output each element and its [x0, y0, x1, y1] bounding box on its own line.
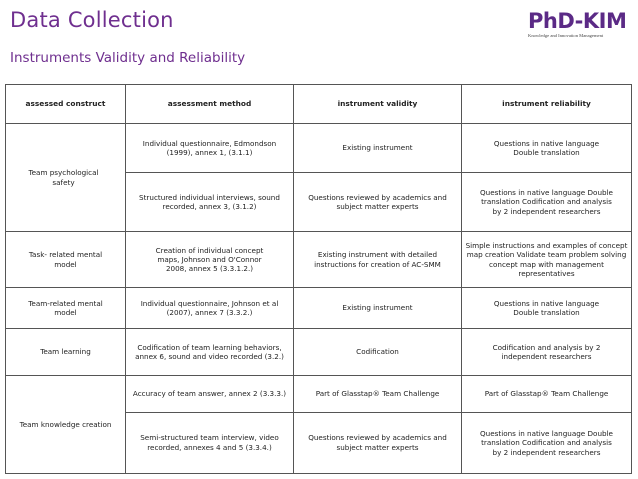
construct-cell: Team knowledge creation: [6, 376, 126, 474]
table-row: [6, 329, 632, 376]
reliability-cell: Questions in native language Double translation: [462, 124, 632, 173]
slide-subtitle: Instruments Validity and Reliability: [10, 50, 246, 66]
header-assessment-method: assessment method: [126, 85, 294, 124]
table-row: [6, 288, 632, 329]
construct-cell: Team learning: [6, 329, 126, 376]
construct-cell: Task- related mental model: [6, 232, 126, 288]
slide-title: Data Collection: [10, 8, 174, 32]
reliability-cell: Questions in native language Double translation Codification and analysis by 2 independent researchers: [462, 412, 632, 473]
table-row: [6, 232, 632, 288]
reliability-cell: Part of Glasstap® Team Challenge: [462, 376, 632, 413]
validity-cell: Part of Glasstap® Team Challenge: [294, 376, 462, 413]
reliability-cell: Questions in native language Double translation Codification and analysis by 2 independent researchers: [462, 172, 632, 231]
logo-name: PhD-KIM: [528, 9, 627, 33]
logo-tagline: Knowledge and Innovation Management: [528, 33, 604, 38]
table-row: [6, 376, 632, 413]
method-cell: Accuracy of team answer, annex 2 (3.3.3.): [126, 376, 294, 413]
validity-cell: Questions reviewed by academics and subject matter experts: [294, 172, 462, 231]
method-cell: Codification of team learning behaviors, annex 6, sound and video recorded (3.2.): [126, 329, 294, 376]
table-header-row: [6, 85, 632, 124]
method-cell: Creation of individual concept maps, Johnson and O'Connor 2008, annex 5 (3.3.1.2.): [126, 232, 294, 288]
method-cell: Individual questionnaire, Johnson et al (2007), annex 7 (3.3.2.): [126, 288, 294, 329]
phd-kim-logo: [528, 10, 632, 38]
validity-reliability-table: [5, 84, 632, 474]
reliability-cell: Simple instructions and examples of concept map creation Validate team problem solving concept map with management representatives: [462, 232, 632, 288]
validity-cell: Codification: [294, 329, 462, 376]
validity-cell: Existing instrument: [294, 288, 462, 329]
construct-cell: Team psychological safety: [6, 124, 126, 232]
method-cell: Structured individual interviews, sound recorded, annex 3, (3.1.2): [126, 172, 294, 231]
header-assessed-construct: assessed construct: [6, 85, 126, 124]
reliability-cell: Questions in native language Double translation: [462, 288, 632, 329]
validity-cell: Existing instrument with detailed instructions for creation of AC-SMM: [294, 232, 462, 288]
header-instrument-validity: instrument validity: [294, 85, 462, 124]
method-cell: Semi-structured team interview, video recorded, annexes 4 and 5 (3.3.4.): [126, 412, 294, 473]
header-instrument-reliability: instrument reliability: [462, 85, 632, 124]
validity-cell: Existing instrument: [294, 124, 462, 173]
validity-cell: Questions reviewed by academics and subject matter experts: [294, 412, 462, 473]
method-cell: Individual questionnaire, Edmondson (1999), annex 1, (3.1.1): [126, 124, 294, 173]
table-row: [6, 124, 632, 173]
reliability-cell: Codification and analysis by 2 independent researchers: [462, 329, 632, 376]
construct-cell: Team-related mental model: [6, 288, 126, 329]
